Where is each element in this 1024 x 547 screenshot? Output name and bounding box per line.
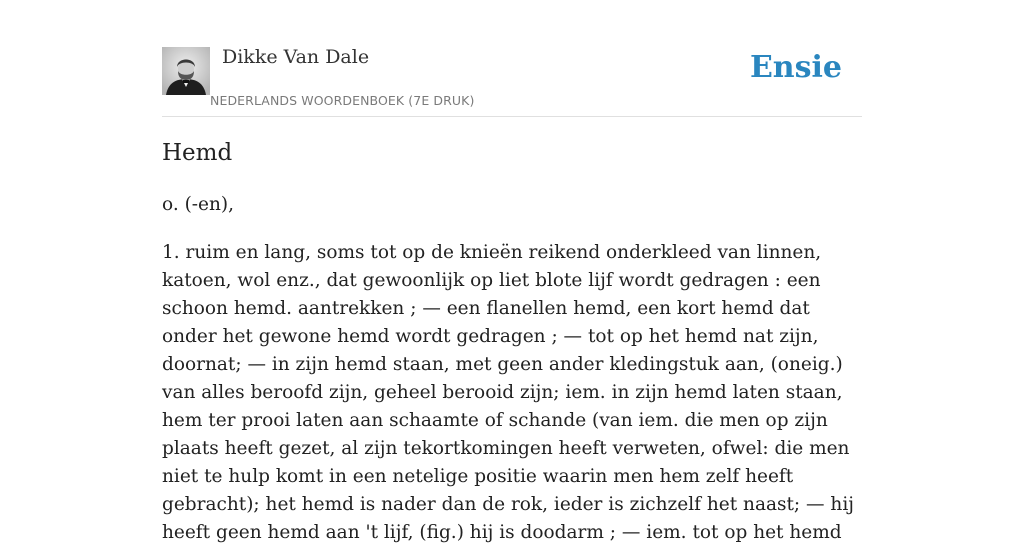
definition-text: 1. ruim en lang, soms tot op de knieën reikend onderkleed van linnen, katoen, wol enz., dat gewoonlijk op liet blote lijf wordt gedragen : een schoon hemd. aantrekken ; — een flanellen hemd, een kort hemd dat onder het gewone hemd wordt gedragen ; — tot op het hemd nat zijn, doornat; — in zijn hemd staan, met geen ander kledingstuk aan, (oneig.) van alles beroofd zijn, geheel berooid zijn; iem. in zijn hemd laten staan, hem ter prooi laten aan schaamte of schande (van iem. die men op zijn plaats heeft gezet, al zijn tekortkomingen heeft verweten, ofwel: die men niet te hulp komt in een netelige positie waarin men hem zelf heeft gebracht); het hemd is nader dan de rok, ieder is zichzelf het naast; — hij heeft geen hemd aan 't lijf, (fig.) hij is doodarm ; — iem. tot op het hemd	[162, 242, 854, 543]
portrait-image	[162, 47, 210, 95]
author-name[interactable]: Dikke Van Dale	[222, 46, 370, 68]
author-avatar[interactable]	[162, 47, 210, 95]
grammar-info: o. (-en),	[162, 194, 235, 215]
site-header	[162, 0, 862, 117]
ensie-logo-link[interactable]: Ensie	[749, 50, 842, 85]
entry-title: Hemd	[162, 140, 233, 166]
source-subtitle[interactable]: NEDERLANDS WOORDENBOEK (7E DRUK)	[210, 93, 475, 108]
page-content	[162, 0, 862, 543]
